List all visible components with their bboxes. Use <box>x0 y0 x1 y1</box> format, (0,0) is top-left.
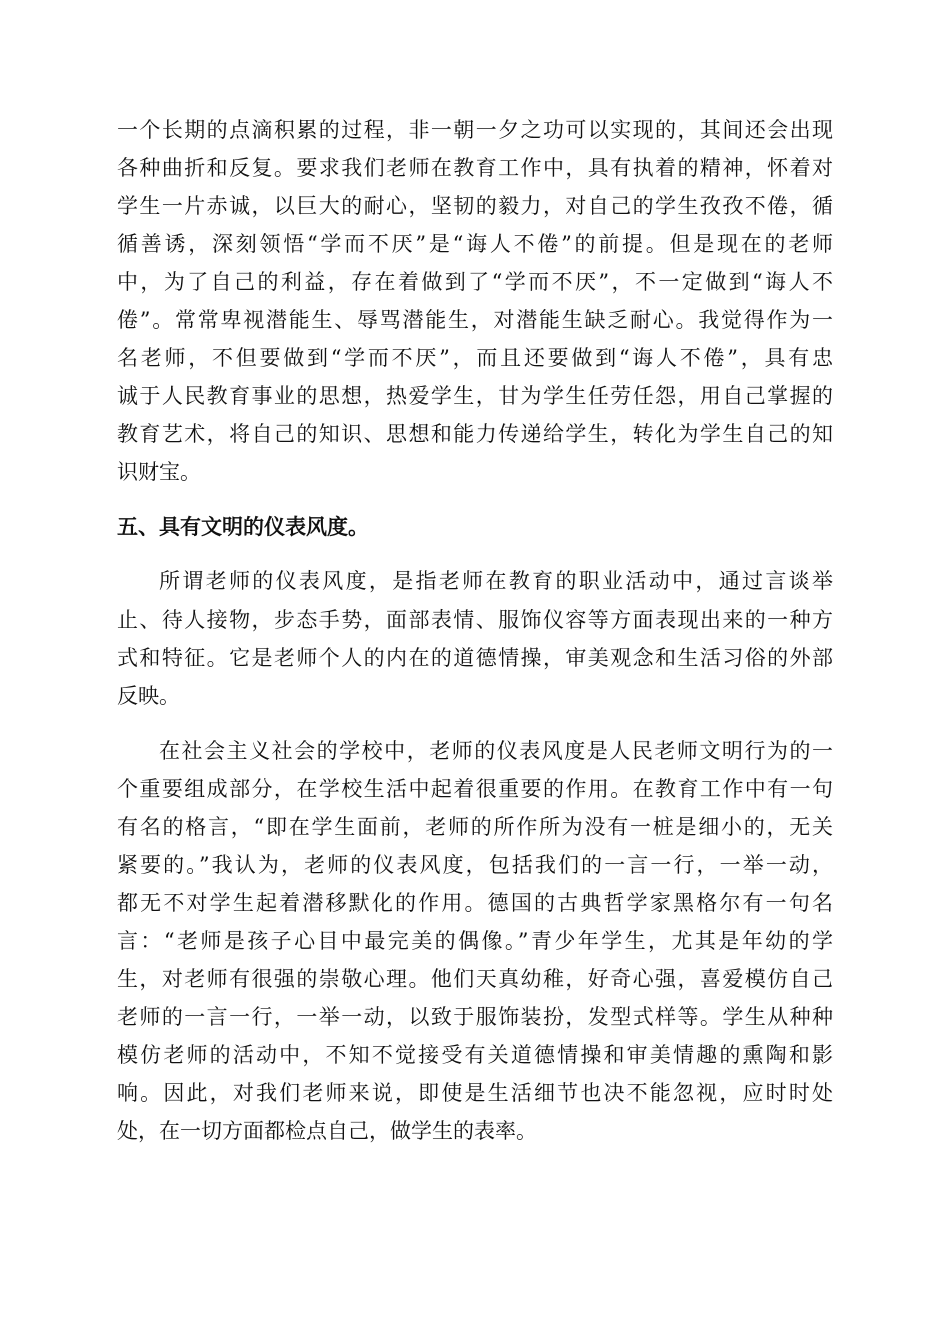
paragraph1-line: 中，为了自己的利益，存在着做到了“学而不厌”，不一定做到“诲人不 <box>117 270 833 294</box>
paragraph2-line: 式和特征。它是老师个人的内在的道德情操，审美观念和生活习俗的外部 <box>117 646 833 670</box>
paragraph1-line: 学生一片赤诚，以巨大的耐心，坚韧的毅力，对自己的学生孜孜不倦，循 <box>117 194 833 218</box>
paragraph1-line: 各种曲折和反复。要求我们老师在教育工作中，具有执着的精神，怀着对 <box>117 156 833 180</box>
paragraph3-line: 生，对老师有很强的崇敬心理。他们天真幼稚，好奇心强，喜爱模仿自己 <box>117 967 833 991</box>
paragraph1-line: 教育艺术，将自己的知识、思想和能力传递给学生，转化为学生自己的知 <box>117 422 833 446</box>
paragraph3-line: 言：“老师是孩子心目中最完美的偶像。”青少年学生，尤其是年幼的学 <box>117 929 833 953</box>
section-heading: 五、具有文明的仪表风度。 <box>117 515 369 539</box>
paragraph1-line: 一个长期的点滴积累的过程，非一朝一夕之功可以实现的，其间还会出现 <box>117 118 833 142</box>
paragraph3-line: 模仿老师的活动中，不知不觉接受有关道德情操和审美情趣的熏陶和影 <box>117 1043 833 1067</box>
paragraph3-line: 在社会主义社会的学校中，老师的仪表风度是人民老师文明行为的一 <box>159 739 833 763</box>
paragraph1-line: 倦”。常常卑视潜能生、辱骂潜能生，对潜能生缺乏耐心。我觉得作为一 <box>117 308 833 332</box>
paragraph2-line: 反映。 <box>117 684 180 708</box>
paragraph3-line: 紧要的。”我认为，老师的仪表风度，包括我们的一言一行，一举一动， <box>117 853 833 877</box>
paragraph1-line: 名老师，不但要做到“学而不厌”，而且还要做到“诲人不倦”，具有忠 <box>117 346 833 370</box>
paragraph1-line: 识财宝。 <box>117 460 201 484</box>
paragraph1-line: 诚于人民教育事业的思想，热爱学生，甘为学生任劳任怨，用自己掌握的 <box>117 384 833 408</box>
paragraph3-line: 个重要组成部分，在学校生活中起着很重要的作用。在教育工作中有一句 <box>117 777 833 801</box>
paragraph3-line: 处，在一切方面都检点自己，做学生的表率。 <box>117 1119 537 1143</box>
paragraph3-line: 响。因此，对我们老师来说，即使是生活细节也决不能忽视，应时时处 <box>117 1081 833 1105</box>
paragraph1-line: 循善诱，深刻领悟“学而不厌”是“诲人不倦”的前提。但是现在的老师 <box>117 232 833 256</box>
paragraph3-line: 有名的格言，“即在学生面前，老师的所作所为没有一桩是细小的，无关 <box>117 815 833 839</box>
paragraph3-line: 老师的一言一行，一举一动，以致于服饰装扮，发型式样等。学生从种种 <box>117 1005 833 1029</box>
paragraph3-line: 都无不对学生起着潜移默化的作用。德国的古典哲学家黑格尔有一句名 <box>117 891 833 915</box>
paragraph2-line: 所谓老师的仪表风度，是指老师在教育的职业活动中，通过言谈举 <box>159 569 833 593</box>
paragraph2-line: 止、待人接物，步态手势，面部表情、服饰仪容等方面表现出来的一种方 <box>117 608 833 632</box>
